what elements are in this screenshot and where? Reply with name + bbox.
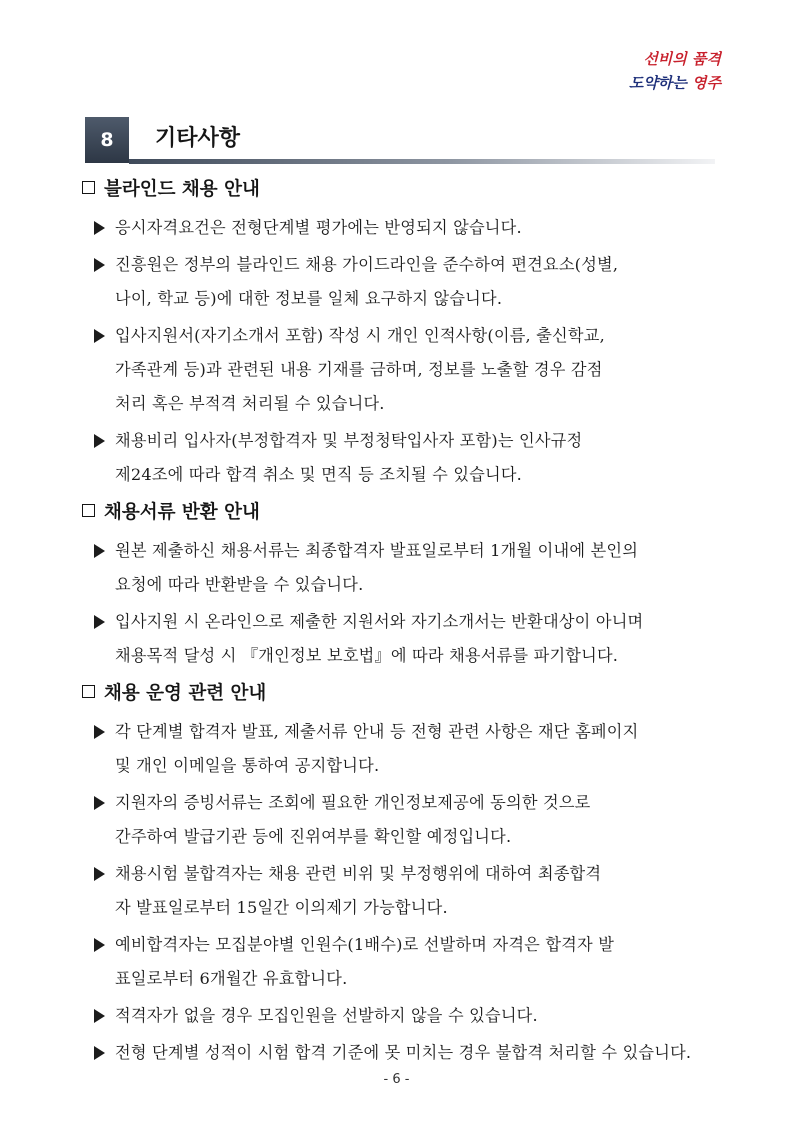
bullet-text-line: 나이, 학교 등)에 대한 정보를 일체 요구하지 않습니다. bbox=[115, 289, 503, 308]
bullet-item bbox=[82, 248, 732, 316]
triangle-bullet-icon bbox=[94, 867, 105, 881]
subsection-heading bbox=[82, 676, 732, 712]
logo-line-2-main: 도약하는 bbox=[628, 74, 693, 92]
bullet-text-line: 채용비리 입사자(부정합격자 및 부정청탁입사자 포함)는 인사규정 bbox=[115, 431, 583, 450]
triangle-bullet-icon bbox=[94, 938, 105, 952]
bullet-item bbox=[82, 424, 732, 492]
bullet-item bbox=[82, 786, 732, 854]
section-header bbox=[85, 117, 715, 163]
notice-group bbox=[82, 172, 732, 492]
subsection-heading-text: 채용 운영 관련 안내 bbox=[104, 683, 267, 704]
subsection-heading bbox=[82, 172, 732, 208]
bullet-item bbox=[82, 605, 732, 673]
bullet-text-line: 채용시험 불합격자는 채용 관련 비위 및 부정행위에 대하여 최종합격 bbox=[115, 864, 602, 883]
subsection-heading-text: 블라인드 채용 안내 bbox=[104, 179, 260, 200]
logo-line-1: 선비의 품격 bbox=[643, 50, 721, 68]
section-divider bbox=[129, 159, 715, 164]
bullet-item bbox=[82, 999, 732, 1033]
bullet-item bbox=[82, 715, 732, 783]
triangle-bullet-icon bbox=[94, 1009, 105, 1023]
bullet-text-line: 처리 혹은 부적격 처리될 수 있습니다. bbox=[115, 394, 385, 413]
checkbox-square-icon bbox=[82, 685, 95, 698]
bullet-text-line: 간주하여 발급기관 등에 진위여부를 확인할 예정입니다. bbox=[115, 827, 512, 846]
triangle-bullet-icon bbox=[94, 329, 105, 343]
triangle-bullet-icon bbox=[94, 615, 105, 629]
triangle-bullet-icon bbox=[94, 434, 105, 448]
checkbox-square-icon bbox=[82, 181, 95, 194]
brand-logo bbox=[629, 48, 721, 94]
triangle-bullet-icon bbox=[94, 1046, 105, 1060]
notice-group bbox=[82, 676, 732, 1070]
bullet-text-line: 전형 단계별 성적이 시험 합격 기준에 못 미치는 경우 불합격 처리할 수 있습니다. bbox=[115, 1043, 692, 1062]
subsection-heading-text: 채용서류 반환 안내 bbox=[104, 502, 260, 523]
bullet-text-line: 각 단계별 합격자 발표, 제출서류 안내 등 전형 관련 사항은 재단 홈페이지 bbox=[115, 722, 639, 741]
checkbox-square-icon bbox=[82, 504, 95, 517]
bullet-item bbox=[82, 857, 732, 925]
section-number: 8 bbox=[85, 117, 129, 163]
document-body bbox=[82, 172, 732, 1073]
bullet-text-line: 및 개인 이메일을 통하여 공지합니다. bbox=[115, 756, 380, 775]
logo-line-2 bbox=[629, 72, 721, 94]
bullet-item bbox=[82, 211, 732, 245]
bullet-text-line: 가족관계 등)과 관련된 내용 기재를 금하며, 정보를 노출할 경우 감점 bbox=[115, 360, 603, 379]
page-number: - 6 - bbox=[383, 1072, 410, 1087]
bullet-text-line: 입사지원 시 온라인으로 제출한 지원서와 자기소개서는 반환대상이 아니며 bbox=[115, 612, 644, 631]
bullet-item bbox=[82, 1036, 732, 1070]
bullet-text-line: 입사지원서(자기소개서 포함) 작성 시 개인 인적사항(이름, 출신학교, bbox=[115, 326, 605, 345]
triangle-bullet-icon bbox=[94, 544, 105, 558]
subsection-heading bbox=[82, 495, 732, 531]
bullet-text-line: 요청에 따라 반환받을 수 있습니다. bbox=[115, 575, 364, 594]
bullet-text-line: 진흥원은 정부의 블라인드 채용 가이드라인을 준수하여 편견요소(성별, bbox=[115, 255, 619, 274]
bullet-text-line: 원본 제출하신 채용서류는 최종합격자 발표일로부터 1개월 이내에 본인의 bbox=[115, 541, 639, 560]
bullet-text-line: 제24조에 따라 합격 취소 및 면직 등 조치될 수 있습니다. bbox=[115, 465, 523, 484]
bullet-text-line: 적격자가 없을 경우 모집인원을 선발하지 않을 수 있습니다. bbox=[115, 1006, 538, 1025]
bullet-text-line: 표일로부터 6개월간 유효합니다. bbox=[115, 969, 348, 988]
notice-group bbox=[82, 495, 732, 673]
triangle-bullet-icon bbox=[94, 258, 105, 272]
bullet-item bbox=[82, 534, 732, 602]
bullet-item bbox=[82, 928, 732, 996]
bullet-text-line: 채용목적 달성 시 『개인정보 보호법』에 따라 채용서류를 파기합니다. bbox=[115, 646, 619, 665]
triangle-bullet-icon bbox=[94, 725, 105, 739]
section-title: 기타사항 bbox=[155, 126, 241, 151]
logo-line-2-accent: 영주 bbox=[692, 74, 721, 92]
bullet-text-line: 응시자격요건은 전형단계별 평가에는 반영되지 않습니다. bbox=[115, 218, 522, 237]
triangle-bullet-icon bbox=[94, 796, 105, 810]
bullet-text-line: 지원자의 증빙서류는 조회에 필요한 개인정보제공에 동의한 것으로 bbox=[115, 793, 591, 812]
bullet-text-line: 자 발표일로부터 15일간 이의제기 가능합니다. bbox=[115, 898, 448, 917]
triangle-bullet-icon bbox=[94, 221, 105, 235]
bullet-item bbox=[82, 319, 732, 421]
bullet-text-line: 예비합격자는 모집분야별 인원수(1배수)로 선발하며 자격은 합격자 발 bbox=[115, 935, 615, 954]
